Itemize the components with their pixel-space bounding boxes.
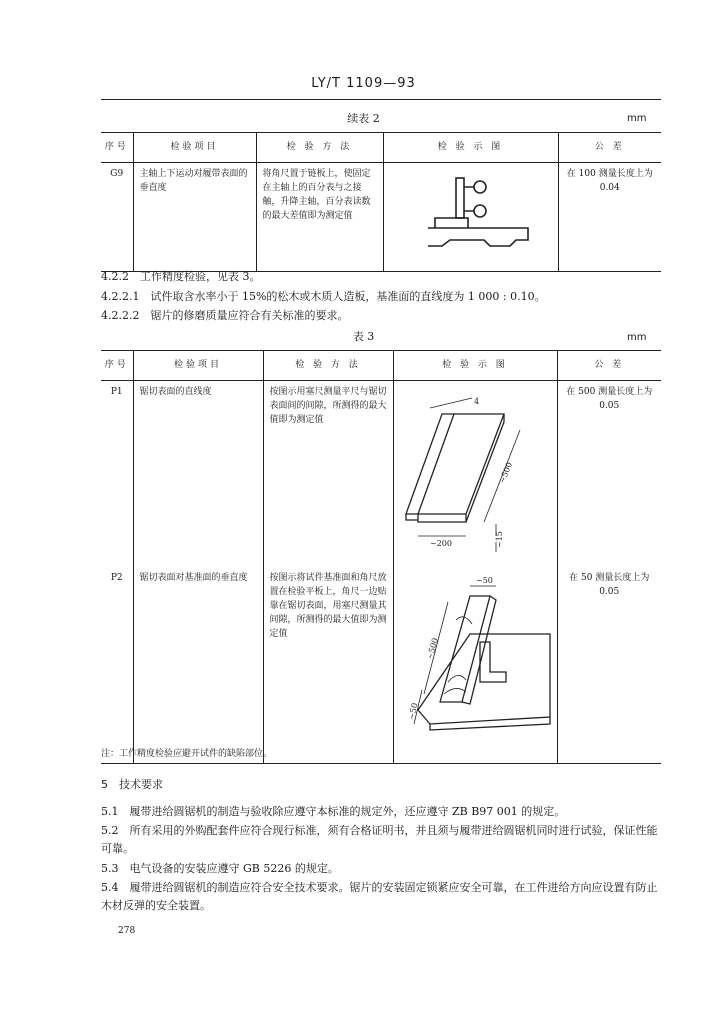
page-number: 278 bbox=[118, 926, 136, 936]
header-rule bbox=[101, 99, 661, 100]
header-cell: 检验项目 bbox=[133, 351, 263, 381]
section5-item: 5.3 电气设备的安装应遵守 GB 5226 的规定。 bbox=[101, 862, 339, 875]
row-item: 锯切表面的直线度 bbox=[133, 381, 263, 567]
section5-item: 5.4 履带进给圆锯机的制造应符合安全技术要求。锯片的安装固定锁紧应安全可靠，在工件进给方向应设置有防止木材反弹的安全装置。 bbox=[101, 881, 658, 912]
row-item: 主轴上下运动对履带表面的垂直度 bbox=[133, 163, 256, 272]
section5-item: 5.1 履带进给圆锯机的制造与验收除应遵守本标准的规定外，还应遵守 ZB B97 001 的规定。 bbox=[101, 805, 566, 818]
figure-g9-cell bbox=[383, 163, 558, 272]
header-cell: 检 验 示 图 bbox=[393, 351, 557, 381]
fig-label-length: ~500 bbox=[497, 460, 514, 485]
table3-header-row bbox=[101, 351, 661, 381]
row-id: P2 bbox=[101, 567, 133, 763]
header-cell: 序号 bbox=[101, 133, 133, 163]
paragraph-4-2-2: 4.2.2 工作精度检验，见表 3。 bbox=[101, 270, 261, 283]
header-cell: 检验项目 bbox=[133, 133, 256, 163]
table3-unit: mm bbox=[627, 332, 647, 343]
fig-label-gap: 4 bbox=[473, 397, 479, 406]
header-cell: 公 差 bbox=[557, 351, 661, 381]
fig-label-height: ~50 bbox=[406, 701, 419, 721]
header-cell: 公 差 bbox=[558, 133, 661, 163]
figure-g9-diagram bbox=[390, 168, 560, 260]
row-tolerance: 在 500 测量长度上为 0.05 bbox=[557, 381, 661, 567]
table3-note: 注：工作精度检验应避开试件的缺陷部位。 bbox=[101, 749, 273, 759]
row-tolerance: 在 50 测量长度上为 0.05 bbox=[557, 567, 661, 763]
header-cell: 检 验 方 法 bbox=[263, 351, 393, 381]
table-cont-caption: 续表 2 bbox=[347, 112, 380, 125]
row-method: 将角尺置于链板上，使固定在主轴上的百分表与之接触，升降主轴，百分表读数的最大差值即为测定值 bbox=[256, 163, 383, 272]
paragraph-4-2-2-1: 4.2.2.1 试件取含水率小于 15%的松木或木质人造板，基准面的直线度为 1 000 : 0.10。 bbox=[101, 290, 546, 303]
table3 bbox=[101, 350, 661, 764]
row-id: P1 bbox=[110, 387, 123, 397]
section5-item: 5.2 所有采用的外购配套件应符合现行标准，须有合格证明书，并且须与履带进给圆锯机同时进行试验，保证性能可靠。 bbox=[101, 824, 658, 855]
section5-title: 5 技术要求 bbox=[101, 778, 163, 791]
fig-label-length: ~500 bbox=[424, 636, 440, 661]
paragraph-4-2-2-2: 4.2.2.2 锯片的修磨质量应符合有关标准的要求。 bbox=[101, 309, 349, 322]
figure-p1-cell bbox=[393, 381, 557, 567]
row-tolerance: 在 100 测量长度上为 0.04 bbox=[558, 163, 661, 272]
standard-code-header: LY/T 1109—93 bbox=[311, 76, 416, 91]
table3-caption: 表 3 bbox=[352, 330, 375, 343]
header-cell: 序号 bbox=[101, 351, 133, 381]
table-cont bbox=[101, 132, 661, 272]
row-id: G9 bbox=[101, 163, 133, 272]
header-cell: 检 验 示 图 bbox=[383, 133, 558, 163]
fig-label-top: ~50 bbox=[475, 575, 493, 585]
figure-p1-diagram bbox=[400, 386, 560, 556]
row-item: 锯切表面对基准面的垂直度 bbox=[133, 567, 263, 763]
row-method: 按图示用塞尺测量平尺与锯切表面间的间隙，所测得的最大值即为测定值 bbox=[263, 381, 393, 567]
fig-label-thickness: ~15 bbox=[494, 531, 504, 548]
figure-p2-diagram bbox=[400, 572, 560, 752]
figure-p2-cell bbox=[393, 567, 557, 763]
header-cell: 检 验 方 法 bbox=[256, 133, 383, 163]
table-cont-unit: mm bbox=[627, 113, 647, 124]
row-method: 按图示将试件基准面和角尺放置在检验平板上，角尺一边贴靠在锯切表面，用塞尺测量其间隙，所测得的最大值即为测定值 bbox=[263, 567, 393, 763]
table-row bbox=[101, 567, 661, 763]
table-row bbox=[101, 381, 661, 567]
fig-label-width: ~200 bbox=[429, 539, 452, 548]
table-cont-header-row bbox=[101, 133, 661, 163]
table-row bbox=[101, 163, 661, 272]
